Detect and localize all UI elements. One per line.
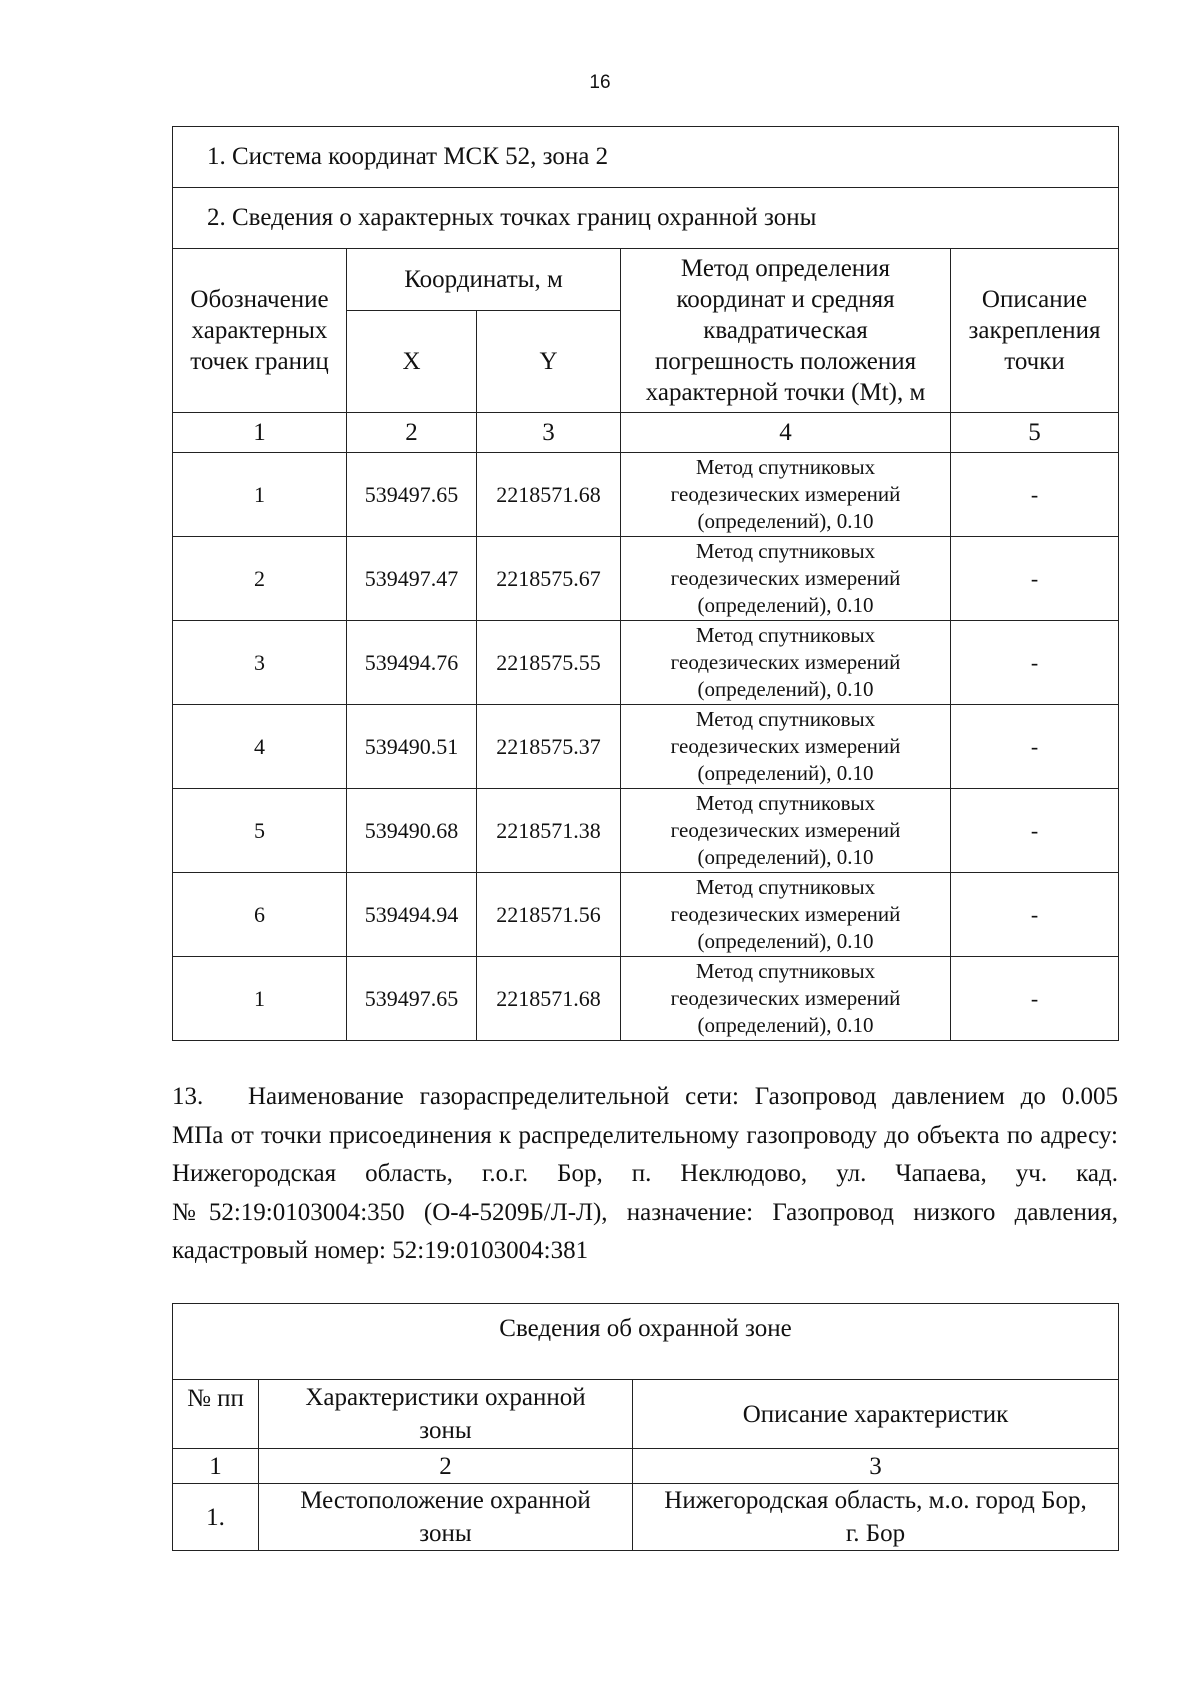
header-y: Y <box>477 311 621 413</box>
header-characteristics: Характеристики охранной зоны <box>259 1380 633 1449</box>
table-row <box>173 453 1119 537</box>
point-id: 6 <box>173 873 347 957</box>
characteristic-cell: Местоположение охранной зоны <box>259 1484 633 1551</box>
description-value: - <box>951 957 1119 1041</box>
table-row <box>173 873 1119 957</box>
header-description: Описание характеристик <box>633 1380 1119 1449</box>
boundary-points-table <box>172 126 1119 1041</box>
method-cell: Метод спутниковых геодезических измерений (определений), 0.10 <box>621 453 951 537</box>
table-row <box>173 1484 1119 1551</box>
y-value: 2218575.67 <box>477 537 621 621</box>
coordinate-system-line: 1. Система координат МСК 52, зона 2 <box>173 127 1119 188</box>
y-value: 2218571.68 <box>477 957 621 1041</box>
method-cell: Метод спутниковых геодезических измерений (определений), 0.10 <box>621 621 951 705</box>
method-cell: Метод спутниковых геодезических измерений (определений), 0.10 <box>621 957 951 1041</box>
point-id: 3 <box>173 621 347 705</box>
header-coordinates: Координаты, м <box>347 249 621 311</box>
method-cell: Метод спутниковых геодезических измерений (определений), 0.10 <box>621 873 951 957</box>
column-number: 3 <box>477 413 621 453</box>
header-method: Метод определения координат и средняя квадратическая погрешность положения характерной точки (Mt), м <box>621 249 951 413</box>
page-number: 16 <box>589 72 611 93</box>
point-id: 1 <box>173 957 347 1041</box>
column-number: 3 <box>633 1449 1119 1484</box>
method-cell: Метод спутниковых геодезических измерений (определений), 0.10 <box>621 705 951 789</box>
x-value: 539490.51 <box>347 705 477 789</box>
column-number: 4 <box>621 413 951 453</box>
table-row <box>173 957 1119 1041</box>
x-value: 539497.47 <box>347 537 477 621</box>
method-cell: Метод спутниковых геодезических измерений (определений), 0.10 <box>621 537 951 621</box>
paragraph-text: Наименование газораспределительной сети: Газопровод давлением до 0.005 МПа от точки присоединения к распределительному газопроводу до объекта по адресу: Нижегородская область, г.о.г. Бор, п. Неклюдово, ул. Чапаева, уч. кад.№52:19:0103004:350 (О-4-5209Б/Л-Л), назначение: Газопровод низкого давления, кадастровый номер: 52:19:0103004:381 <box>172 1083 1118 1264</box>
description-value: - <box>951 453 1119 537</box>
y-value: 2218571.56 <box>477 873 621 957</box>
description-value: - <box>951 705 1119 789</box>
row-number: 1. <box>173 1484 259 1551</box>
x-value: 539490.68 <box>347 789 477 873</box>
description-value: - <box>951 873 1119 957</box>
method-cell: Метод спутниковых геодезических измерений (определений), 0.10 <box>621 789 951 873</box>
x-value: 539494.76 <box>347 621 477 705</box>
table-row <box>173 621 1119 705</box>
x-value: 539497.65 <box>347 957 477 1041</box>
y-value: 2218571.68 <box>477 453 621 537</box>
column-number: 1 <box>173 413 347 453</box>
description-value: - <box>951 621 1119 705</box>
description-value: - <box>951 537 1119 621</box>
header-x: X <box>347 311 477 413</box>
column-number: 2 <box>259 1449 633 1484</box>
column-number: 2 <box>347 413 477 453</box>
table-row <box>173 537 1119 621</box>
y-value: 2218575.55 <box>477 621 621 705</box>
description-value: - <box>951 789 1119 873</box>
table-caption: Сведения об охранной зоне <box>173 1304 1119 1380</box>
point-id: 1 <box>173 453 347 537</box>
header-designation: Обозначение характерных точек границ <box>173 249 347 413</box>
x-value: 539497.65 <box>347 453 477 537</box>
table-row <box>173 789 1119 873</box>
column-number: 1 <box>173 1449 259 1484</box>
y-value: 2218571.38 <box>477 789 621 873</box>
location-description: Нижегородская область, м.о. город Бор, г. Бор <box>633 1484 1119 1551</box>
point-id: 4 <box>173 705 347 789</box>
header-description: Описание закрепления точки <box>951 249 1119 413</box>
paragraph-number: 13. <box>172 1083 204 1110</box>
column-number: 5 <box>951 413 1119 453</box>
header-num: № пп <box>173 1380 259 1449</box>
x-value: 539494.94 <box>347 873 477 957</box>
boundary-info-line: 2. Сведения о характерных точках границ охранной зоны <box>173 188 1119 249</box>
point-id: 5 <box>173 789 347 873</box>
network-description-paragraph <box>172 1078 1118 1271</box>
point-id: 2 <box>173 537 347 621</box>
table-row <box>173 705 1119 789</box>
protection-zone-table <box>172 1303 1119 1551</box>
y-value: 2218575.37 <box>477 705 621 789</box>
